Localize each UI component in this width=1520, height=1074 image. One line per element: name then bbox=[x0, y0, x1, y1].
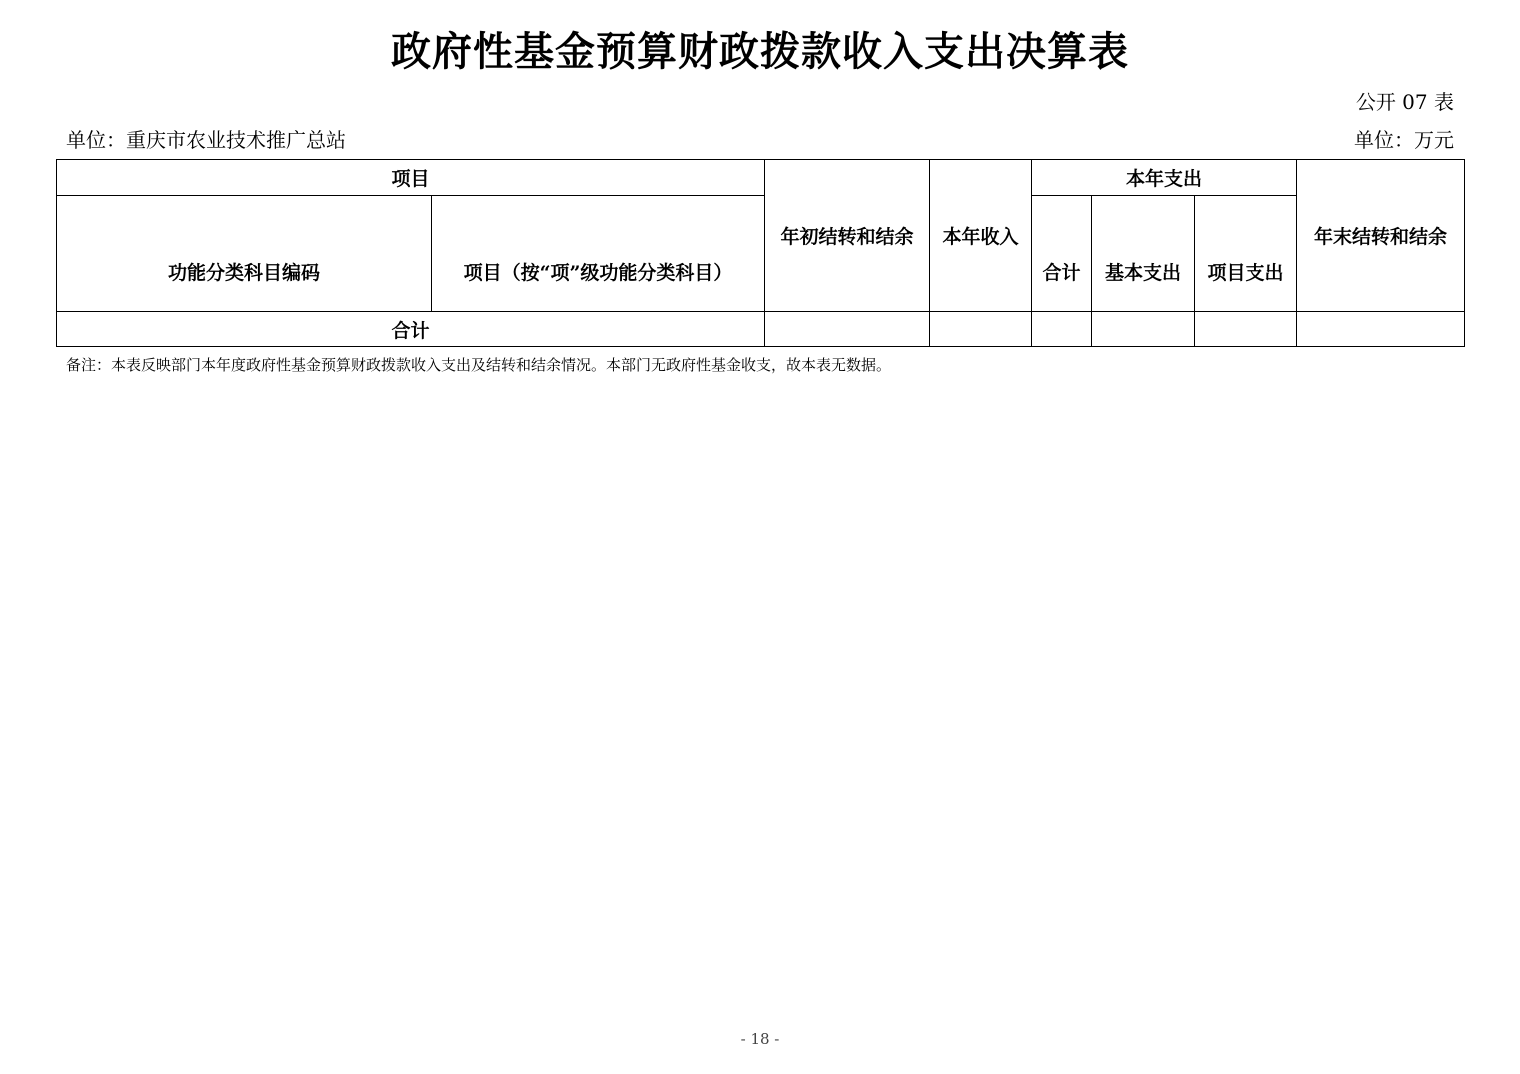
total-ending-balance bbox=[1297, 312, 1465, 347]
header-exp-project: 项目支出 bbox=[1195, 196, 1297, 312]
budget-table bbox=[56, 159, 1465, 347]
header-row-2 bbox=[57, 196, 1465, 312]
page-number: - 18 - bbox=[740, 1030, 780, 1048]
currency-unit: 单位：万元 bbox=[1354, 128, 1454, 152]
header-exp-total: 合计 bbox=[1032, 196, 1092, 312]
total-label: 合计 bbox=[57, 312, 765, 347]
header-current-income: 本年收入 bbox=[930, 160, 1032, 312]
form-number: 公开 07 表 bbox=[1355, 90, 1454, 114]
table-note: 备注：本表反映部门本年度政府性基金预算财政拨款收入支出及结转和结余情况。本部门无政府性基金收支，故本表无数据。 bbox=[66, 356, 892, 374]
total-current-income bbox=[930, 312, 1032, 347]
header-expenditure-group: 本年支出 bbox=[1032, 160, 1297, 196]
header-beginning-balance: 年初结转和结余 bbox=[765, 160, 930, 312]
header-ending-balance: 年末结转和结余 bbox=[1297, 160, 1465, 312]
header-item-name: 项目（按“项”级功能分类科目） bbox=[432, 196, 765, 312]
total-exp-basic bbox=[1092, 312, 1195, 347]
page-title: 政府性基金预算财政拨款收入支出决算表 bbox=[391, 28, 1129, 75]
total-exp-project bbox=[1195, 312, 1297, 347]
total-row bbox=[57, 312, 1465, 347]
header-exp-basic: 基本支出 bbox=[1092, 196, 1195, 312]
reporting-unit: 单位：重庆市农业技术推广总站 bbox=[66, 128, 346, 152]
header-item-group: 项目 bbox=[57, 160, 765, 196]
header-code: 功能分类科目编码 bbox=[57, 196, 432, 312]
total-exp-total bbox=[1032, 312, 1092, 347]
total-beginning-balance bbox=[765, 312, 930, 347]
header-row-1 bbox=[57, 160, 1465, 196]
